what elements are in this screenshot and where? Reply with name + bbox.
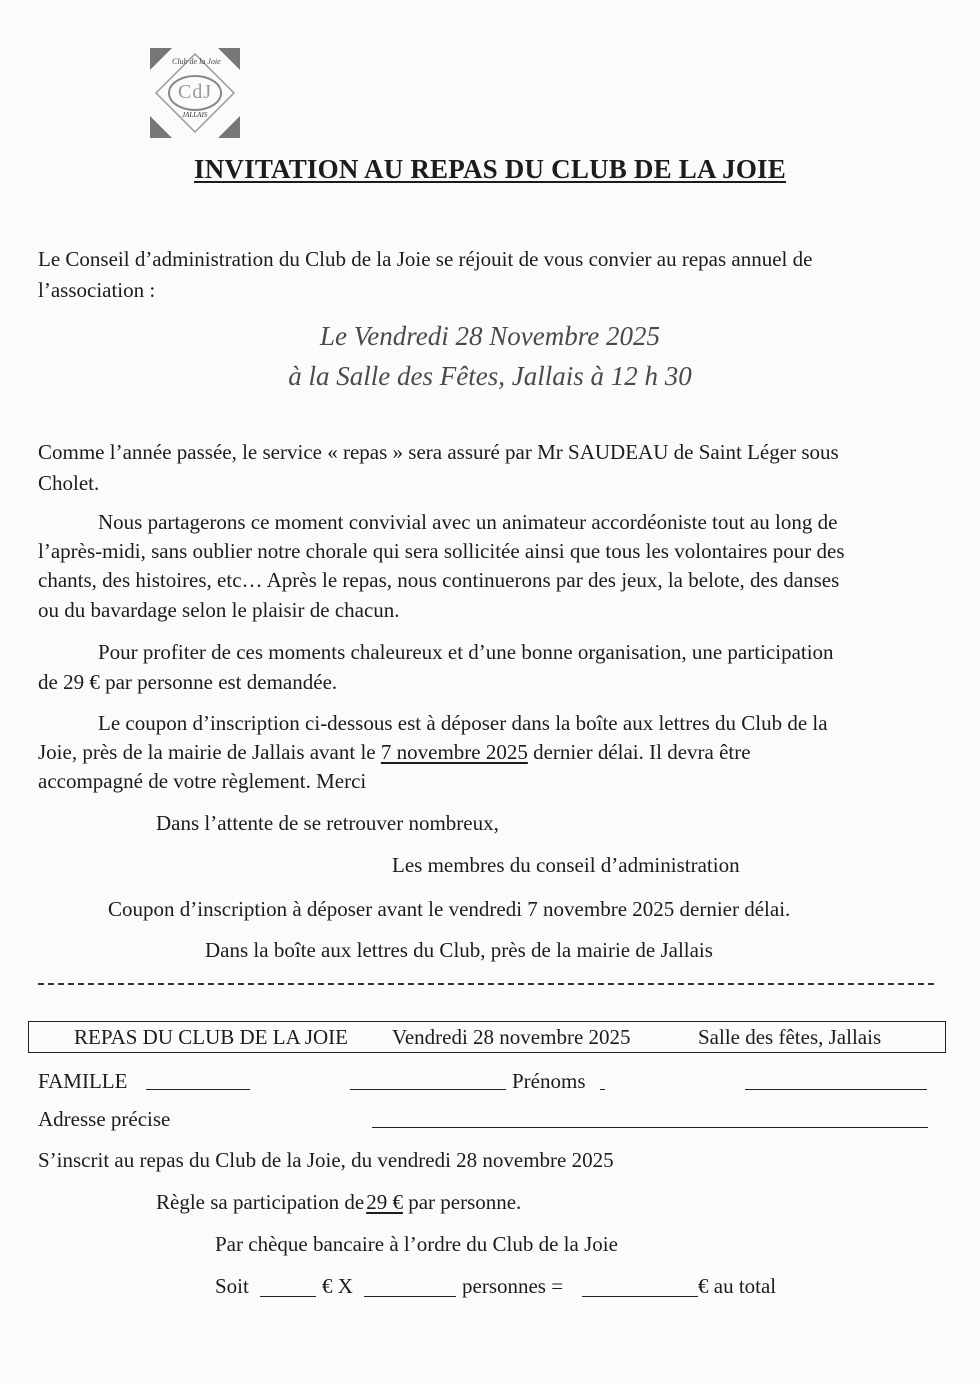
cheque-line: Par chèque bancaire à l’ordre du Club de la Joie <box>215 1232 618 1256</box>
coupon-note-1: Coupon d’inscription à déposer avant le vendredi 7 novembre 2025 dernier délai. <box>108 897 791 921</box>
adresse-field[interactable] <box>372 1127 928 1128</box>
coupon-header-date: Vendredi 28 novembre 2025 <box>392 1025 631 1049</box>
regle-line <box>156 1189 521 1215</box>
club-logo <box>150 48 240 138</box>
euro-x-label: € X <box>322 1274 353 1298</box>
para2-line-2: l’après-midi, sans oublier notre chorale qui sera sollicitée ainsi que tous les volontaires pour des <box>38 539 845 563</box>
au-total-label: € au total <box>698 1274 777 1298</box>
regle-text: Règle sa participation de <box>156 1190 365 1214</box>
event-date: Le Vendredi 28 Novembre 2025 <box>320 321 660 351</box>
soit-label: Soit <box>215 1274 249 1298</box>
adresse-label: Adresse précise <box>38 1107 171 1131</box>
para4-line-2 <box>38 739 751 765</box>
coupon-header-place: Salle des fêtes, Jallais <box>698 1025 882 1049</box>
redaction-mark-2 <box>605 1074 745 1096</box>
para2-line-1: Nous partagerons ce moment convivial avec un animateur accordéoniste tout au long de <box>98 510 838 534</box>
document-title: INVITATION AU REPAS DU CLUB DE LA JOIE <box>194 154 786 184</box>
para4-line-3: accompagné de votre règlement. Merci <box>38 769 367 793</box>
closing-line: Dans l’attente de se retrouver nombreux, <box>156 811 499 835</box>
para3-line-1: Pour profiter de ces moments chaleureux et d’une bonne organisation, une participation <box>98 640 834 664</box>
logo-text-bottom: JALLAIS <box>182 111 208 119</box>
regle-text-end: par personne. <box>402 1190 522 1214</box>
coupon-header-title: REPAS DU CLUB DE LA JOIE <box>74 1025 349 1049</box>
para1-line-2: Cholet. <box>38 471 100 495</box>
famille-label: FAMILLE <box>38 1069 128 1093</box>
para4-line-2-start: Joie, près de la mairie de Jallais avant le <box>38 740 381 764</box>
intro-line-2: l’association : <box>38 278 156 302</box>
para3-line-2: de 29 € par personne est demandée. <box>38 670 338 694</box>
total-field[interactable] <box>582 1296 698 1297</box>
intro-line-1: Le Conseil d’administration du Club de la Joie se réjouit de vous convier au repas annuel de <box>38 247 813 271</box>
deadline-date: 7 novembre 2025 <box>380 740 528 764</box>
logo-text-top: Club de la Joie <box>172 57 221 66</box>
regle-amount: 29 € <box>366 1190 403 1214</box>
event-place: à la Salle des Fêtes, Jallais à 12 h 30 <box>288 361 692 391</box>
inscrit-line: S’inscrit au repas du Club de la Joie, du vendredi 28 novembre 2025 <box>38 1148 614 1172</box>
cut-line <box>38 983 934 985</box>
personnes-label: personnes = <box>462 1274 564 1298</box>
coupon-note-2: Dans la boîte aux lettres du Club, près de la mairie de Jallais <box>205 938 713 962</box>
para2-line-4: ou du bavardage selon le plaisir de chacun. <box>38 598 400 622</box>
prenoms-label: Prénoms <box>512 1069 586 1093</box>
signature: Les membres du conseil d’administration <box>392 853 740 877</box>
para2-line-3: chants, des histoires, etc… Après le repas, nous continuerons par des jeux, la belote, des danses <box>38 568 840 592</box>
para4-line-1: Le coupon d’inscription ci-dessous est à déposer dans la boîte aux lettres du Club de la <box>98 711 828 735</box>
para4-line-2-end: dernier délai. Il devra être <box>527 740 751 764</box>
amount-field[interactable] <box>260 1296 316 1297</box>
logo-letters: CdJ <box>178 81 213 103</box>
para1-line-1: Comme l’année passée, le service « repas » sera assuré par Mr SAUDEAU de Saint Léger sous <box>38 440 839 464</box>
redaction-mark <box>250 1074 350 1096</box>
persons-field[interactable] <box>364 1296 456 1297</box>
